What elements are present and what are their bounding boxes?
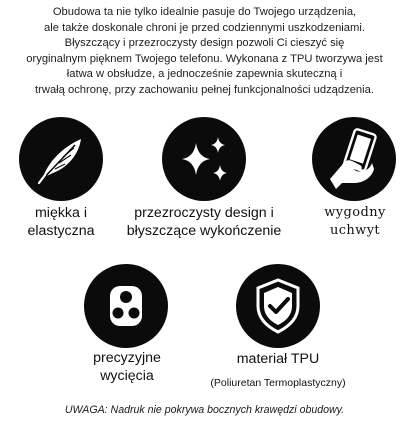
feature-label: miękka i elastyczna — [27, 205, 95, 239]
feature-label: wygodny uchwyt — [324, 205, 386, 238]
shield-check-icon — [236, 264, 320, 348]
feature-tpu-circle — [236, 264, 320, 348]
intro-line: trwałą ochronę, przy zachowaniu pełnej funkcjonalności udządzenia. — [35, 83, 374, 96]
intro-line: ale także doskonale chroni je przed codziennymi uszkodzeniami. — [44, 21, 365, 34]
feature-cutouts-circle — [84, 264, 168, 348]
feature-glossy-circle — [162, 117, 246, 201]
disclaimer-note: UWAGA: Nadruk nie pokrywa bocznych krawędzi obudowy. — [64, 404, 345, 416]
feature-label: materiał TPU — [236, 351, 320, 367]
cutouts-icon — [84, 264, 168, 348]
feature-label: precyzyjne wycięcia — [93, 350, 161, 384]
sparkle-icon — [162, 117, 246, 201]
feature-sublabel: (Poliuretan Termoplastyczny) — [210, 377, 346, 389]
hand-phone-icon — [312, 117, 396, 201]
intro-text — [0, 5, 409, 99]
feature-label: przezroczysty design i błyszczące wykończenie — [126, 205, 282, 239]
feature-grip-circle — [312, 117, 396, 201]
feature-soft-circle — [19, 117, 103, 201]
intro-line: Błyszczący i przezroczysty design pozwoli Ci cieszyć się — [64, 37, 345, 50]
feather-icon — [19, 117, 103, 201]
intro-line: łatwa w obsłudze, a jednocześnie zapewnia skuteczną i — [66, 68, 343, 81]
intro-line: oryginalnym pięknem Twojego telefonu. Wykonana z TPU tworzywa jest — [26, 52, 383, 65]
intro-line: Obudowa ta nie tylko idealnie pasuje do Twojego urządzenia, — [52, 6, 357, 18]
